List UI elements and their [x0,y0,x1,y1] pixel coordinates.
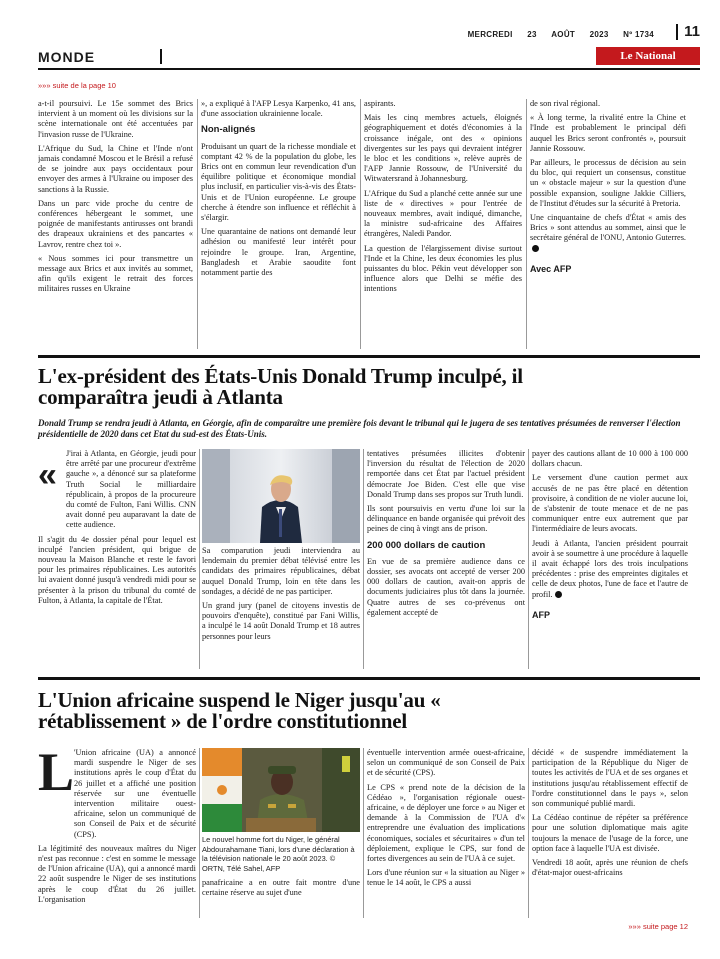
niger-photo-caption: Le nouvel homme fort du Niger, le général Abdourahamane Tiani, lors d'une déclaration à la télévision nationale le 20 août 2023. © ORTN, Télé Sahel, AFP [202,835,355,873]
paragraph: Mais les cinq membres actuels, éloignés géographiquement et dotés d'économies à la croissance inégale, ont des « opinions divergentes sur les pays qui devraient intégrer le bloc et les conditions », relève auprès de l'AFP Jannie Rossouw, de l'Université du Witwatersrand à Johannesburg. [364,113,522,184]
trump-column-4 [532,449,688,671]
trump-deck: Donald Trump se rendra jeudi à Atlanta, en Géorgie, afin de comparaître une première fois devant le tribunal qui le jugera de ses tentatives présumées de renverser l'élection présidentielle de 2020 dans cet Etat du sud-est des États-Unis. [38,418,681,439]
trump-column-1 [38,449,196,667]
photo-image [202,449,360,543]
paragraph: Produisant un quart de la richesse mondiale et comptant 42 % de la population du globe, les Brics ont en commun leur revendication d'un équilibre politique et économique mondial plus inclusif, en particulier vis-à-vis des États-Unis et de l'Union européenne. Le groupe cherche à étendre son influence et réfléchit à s'élargir. [201,141,356,223]
paragraph: », a expliqué à l'AFP Lesya Karpenko, 41 ans, d'une association ukrainienne locale. [201,99,356,119]
paragraph: Le versement d'une caution permet aux accusés de ne pas être placé en détention provisoire, à condition de ne violer aucune loi, de s'abstenir de toute menace et de ne pas communiquer entre eux autrement que par l'intermédiaire de leurs avocats. [532,473,688,534]
issue-month: AOÛT [551,30,576,39]
niger-column-1 [38,742,196,936]
page-number: 11 [676,24,700,40]
section-title: MONDE [38,49,96,65]
paragraph [532,539,688,600]
paragraph: décidé « de suspendre immédiatement la participation de la République du Niger de toutes les activités de l'UA et de ses organes et institutions jusqu'au rétablissement effectif de l'ordre constitutionnel dans le pays », selon son communiqué publié mardi. [532,748,688,809]
brics-column-1 [38,99,193,351]
paragraph: Sa comparution jeudi interviendra au lendemain du premier débat télévisé entre les candidats des primaires républicaines, débat auquel Donald Trump, loin en tête dans les sondages, a décidé de ne pas participer. [202,546,360,596]
paragraph: Ils sont poursuivis en vertu d'une loi sur la délinquance en bande organisée qui prévoit des peines de cinq à vingt ans de prison. [367,504,525,534]
subheading: Non-alignés [201,124,256,136]
paragraph: de son rival régional. [530,99,601,108]
end-mark [555,591,562,598]
column-divider [528,748,529,918]
continued-to: »»» suite page 12 [628,922,688,931]
byline: Avec AFP [530,263,572,274]
headline-line: L'ex-président des États-Unis Donald Trump inculpé, il [38,364,523,388]
paragraph: éventuelle intervention armée ouest-africaine, selon un communiqué de son Conseil de Paix et de sécurité (CPS). [367,748,525,778]
article-separator [38,355,700,358]
headline-line: L'Union africaine suspend le Niger jusqu'au « [38,688,441,712]
section-divider [160,49,162,64]
continued-from: »»» suite de la page 10 [38,81,116,90]
paragraph: tentatives présumées illicites d'obtenir l'inversion du résultat de l'élection de 2020 remportée dans cet État par l'actuel président démocrate Joe Biden. C'est elle que vise Donald Trump dans ses propos sur Truth lundi. [367,449,525,499]
niger-headline [38,690,441,732]
paragraph: Lors d'une réunion sur « la situation au Niger » tenue le 14 août, le CPS a aussi [367,868,525,888]
lead-paragraph: J'irai à Atlanta, en Géorgie, jeudi pour être arrêté par une procureur d'extrême gauche », a dénoncé sur sa plateforme Truth Social le milliardaire républicain, à propos de la procureure du comté de Fulton, Fani Willis. CNN avait donné peu auparavant la date de cette audience. [66,449,196,530]
niger-photo [202,748,360,832]
drop-cap: L [38,742,75,802]
photo-image [202,748,360,832]
paragraph: Vendredi 18 août, après une réunion de chefs d'état-major ouest-africains [532,858,688,878]
lead-paragraph: 'Union africaine (UA) a annoncé mardi suspendre le Niger de ses institutions après le coup d'État du 26 juillet et a affiché une position réservée sur une éventuelle intervention militaire ouest-africaine, selon un communiqué de son Conseil de Paix et de sécurité (CPS). [74,748,196,839]
subheading: 200 000 dollars de caution [367,539,486,551]
paragraph: L'Afrique du Sud, la Chine et l'Inde n'ont jamais condamné Moscou et le Brésil a refusé de se joindre aux pays occidentaux pour envoyer des armes à l'Ukraine ou imposer des sanctions à la Russie. [38,143,193,194]
column-divider [363,748,364,918]
article-separator [38,677,700,680]
end-mark [532,245,539,252]
paragraph: L'Afrique du Sud a planché cette année sur une liste de « directives » pour l'entrée de nouveaux membres, avait indiqué, dimanche, la ministre sud-africaine des Affaires étrangères, Naledi Pandor. [364,188,522,239]
column-divider [197,99,198,349]
headline-line: rétablissement » de l'ordre constitutionnel [38,709,407,733]
paragraph [530,213,686,254]
column-divider [528,449,529,669]
paragraph: panafricaine a en outre fait montre d'une certaine réserve au sujet d'une [202,878,360,898]
paragraph: Une quarantaine de nations ont demandé leur adhésion ou manifesté leur intérêt pour rejoindre le groupe. Iran, Argentine, Bangladesh et Arabie saoudite font notamment partie des [201,227,356,278]
issue-year: 2023 [589,30,609,39]
paragraph: Par ailleurs, le processus de décision au sein du bloc, qui requiert un consensus, constitue un « obstacle majeur » sur la question d'une possible expansion, souligne Jakkie Cilliers, de l'Institut d'études sur la sécurité à Pretoria. [530,158,686,208]
column-divider [526,99,527,349]
brics-column-3 [364,99,522,351]
quote-mark: « [38,456,57,494]
paragraph: a-t-il poursuivi. Le 15e sommet des Brics intervient à un moment où les divisions sur la scène internationale ont été accentuées par l'invasion russe de l'Ukraine. [38,99,193,139]
paragraph-text: Une cinquantaine de chefs d'État « amis des Brics » sont attendus au sommet, ainsi que le secrétaire général de l'ONU, Antonio Guterres. [530,213,686,243]
paragraph: Le CPS « prend note de la décision de la Cédéao », l'organisation régionale ouest-africaine, « de déployer une force » au Niger et demande à la Commission de l'UA d'« entreprendre une évaluation des implications économiques, sociales et sécuritaires » d'un tel déploiement, explique le CPS, sur fond de fortes divergences au sein de l'UA à ce sujet. [367,782,525,864]
paragraph: Il s'agit du 4e dossier pénal pour lequel est inculpé l'ancien président, qui brigue de nouveau la Maison Blanche et reste le favori pour les primaires républicaines. Les autorités lui avaient donné jusqu'à vendredi midi pour se présenter à la prison du tribunal du comté de Fulton, à Atlanta, la capitale de l'État. [38,534,196,605]
paragraph: aspirants. [364,99,396,108]
paragraph-text: Jeudi à Atlanta, l'ancien président pourrait avoir à se soumettre à une procédure à laquelle il avait échappé lors des trois inculpations précédentes : prise des empreintes digitales et celle de deux photos, l'une de face et l'autre de profil. [532,538,688,599]
column-divider [363,449,364,669]
header-rule [38,68,700,70]
niger-column-2 [202,878,360,918]
paragraph: Un grand jury (panel de citoyens investis de pouvoirs d'enquête), constitué par Fani Willis, a inculpé le 14 août Donald Trump et 18 autres personnes pour leurs [202,601,360,641]
trump-photo [202,449,360,543]
paragraph: Dans un parc vide proche du centre de conférences hébergeant le sommet, une poignée de manifestants antirusses ont brandi des drapeaux ukrainiens et des pancartes « Lavrov, rentre chez toi ». [38,198,193,249]
paragraph: La légitimité des nouveaux maîtres du Niger n'est pas reconnue : c'est en somme le message de l'Union africaine (UA), qui a annoncé mardi 22 août suspendre le Niger de ses institutions après le coup d'État du 26 juillet. L'organisation [38,843,196,904]
headline-line: comparaîtra jeudi à Atlanta [38,385,283,409]
column-divider [199,449,200,669]
paragraph: La question de l'élargissement divise surtout l'Inde et la Chine, les deux économies les plus puissantes du bloc. Pékin veut développer son influence alors que Delhi se méfie des intentions [364,243,522,294]
issue-number: Nº 1734 [623,30,654,39]
paragraph: payer des cautions allant de 10 000 à 100 000 dollars chacun. [532,449,688,469]
paragraph: En vue de sa première audience dans ce dossier, ses avocats ont accepté de verser 200 000 dollars de caution, avait-on appris de documents judiciaires plus tôt dans la journée. Quatre autres de ses co-prévenus ont également accepté de [367,556,525,617]
trump-column-2 [202,546,360,670]
trump-headline [38,366,523,408]
trump-column-3 [367,449,525,671]
brand-logo: Le National [596,47,700,65]
paragraph: La Cédéao continue de répéter sa préférence pour une solution diplomatique mais agite toujours la menace de l'usage de la force, une option face à laquelle l'UA est divisée. [532,813,688,853]
paragraph: « Nous sommes ici pour transmettre un message aux Brics et aux invités au sommet, afin qu'ils exigent le retrait des forces militaires russes en Ukraine [38,253,193,294]
issue-date: 23 [527,30,537,39]
issue-day: MERCREDI [467,30,513,39]
column-divider [199,748,200,918]
issue-meta [456,30,654,39]
page-header [38,22,700,72]
niger-column-4 [532,748,688,920]
byline: AFP [532,609,550,620]
brics-column-2 [201,99,356,351]
brics-column-4 [530,99,686,351]
niger-column-3 [367,748,525,920]
paragraph: « À long terme, la rivalité entre la Chine et l'Inde est probablement le principal défi auquel les Brics seront confrontés », poursuit Jannie Rossouw. [530,113,686,153]
column-divider [360,99,361,349]
